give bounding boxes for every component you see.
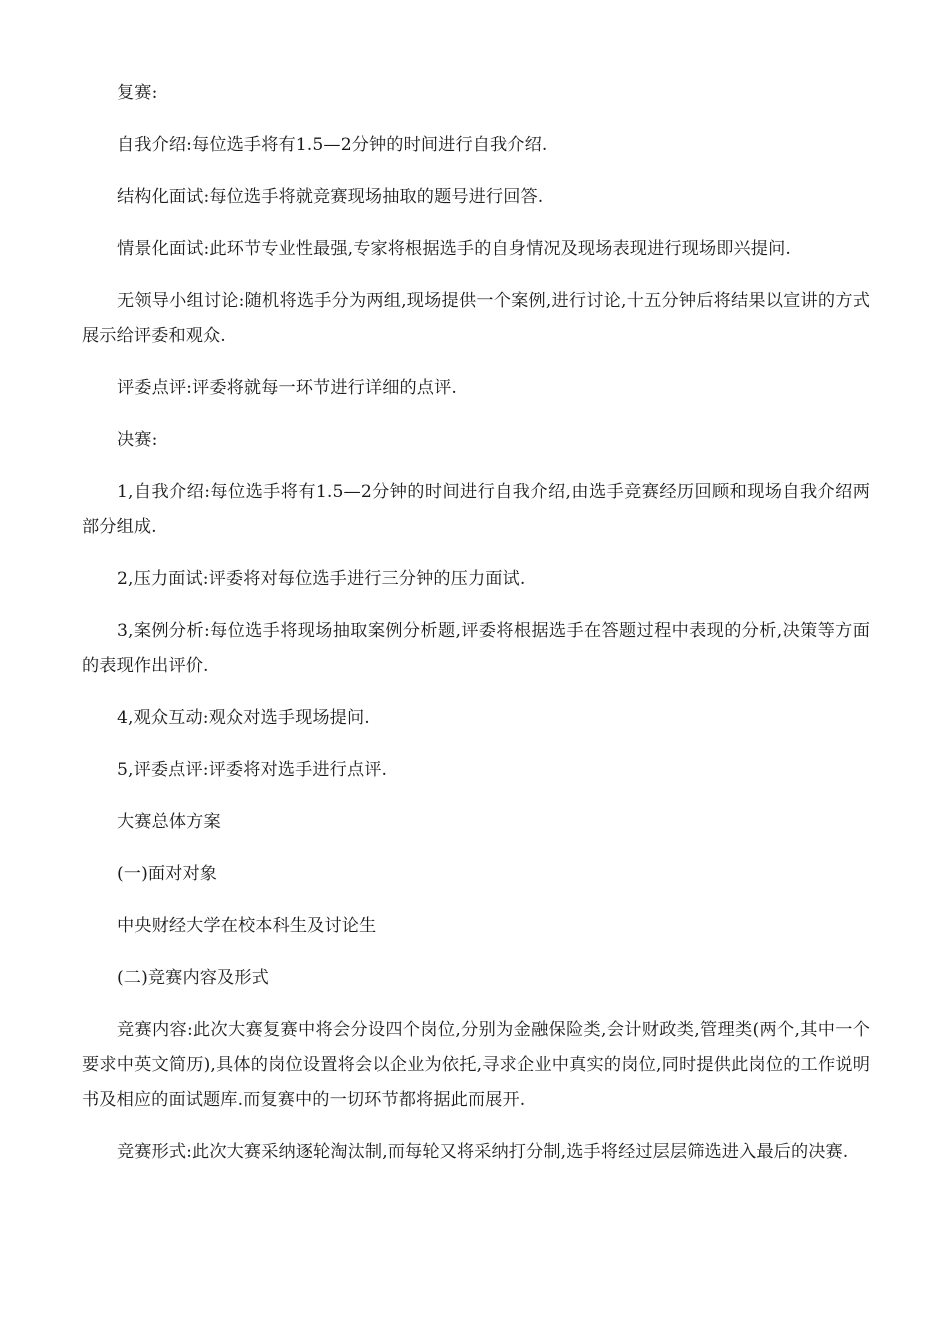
paragraph-situational-interview: 情景化面试:此环节专业性最强,专家将根据选手的自身情况及现场表现进行现场即兴提问. [117, 239, 791, 259]
paragraph-case-analysis: 3,案例分析:每位选手将现场抽取案例分析题,评委将根据选手在答题过程中表现的分析,决策等方面的表现作出评价. [82, 621, 870, 676]
paragraph-group-discussion: 无领导小组讨论:随机将选手分为两组,现场提供一个案例,进行讨论,十五分钟后将结果以宣讲的方式展示给评委和观众. [82, 291, 870, 346]
paragraph-structured-interview: 结构化面试:每位选手将就竞赛现场抽取的题号进行回答. [117, 187, 544, 207]
document-body [82, 76, 870, 1187]
paragraph-self-introduction: 自我介绍:每位选手将有1.5—2分钟的时间进行自我介绍. [117, 135, 548, 155]
paragraph-overall-plan-heading: 大赛总体方案 [117, 812, 221, 832]
paragraph-stress-interview: 2,压力面试:评委将对每位选手进行三分钟的压力面试. [117, 569, 526, 589]
paragraph-judge-comments: 评委点评:评委将就每一环节进行详细的点评. [117, 378, 457, 398]
paragraph-final-judge-comments: 5,评委点评:评委将对选手进行点评. [117, 760, 388, 780]
paragraph-competition-format: 竞赛形式:此次大赛采纳逐轮淘汰制,而每轮又将采纳打分制,选手将经过层层筛选进入最后的决赛. [117, 1142, 849, 1162]
paragraph-target-audience: 中央财经大学在校本科生及讨论生 [117, 916, 377, 936]
paragraph-semifinal-heading: 复赛: [117, 83, 158, 103]
paragraph-audience-interaction: 4,观众互动:观众对选手现场提问. [117, 708, 370, 728]
paragraph-final-heading: 决赛: [117, 430, 158, 450]
paragraph-content-format-heading: (二)竞赛内容及形式 [117, 968, 269, 988]
paragraph-competition-content: 竞赛内容:此次大赛复赛中将会分设四个岗位,分别为金融保险类,会计财政类,管理类(两个,其中一个要求中英文简历),具体的岗位设置将会以企业为依托,寻求企业中真实的岗位,同时提供此岗位的工作说明书及相应的面试题库.而复赛中的一切环节都将据此而展开. [82, 1020, 870, 1110]
paragraph-final-self-introduction: 1,自我介绍:每位选手将有1.5—2分钟的时间进行自我介绍,由选手竞赛经历回顾和现场自我介绍两部分组成. [82, 482, 870, 537]
paragraph-target-audience-heading: (一)面对对象 [117, 864, 218, 884]
